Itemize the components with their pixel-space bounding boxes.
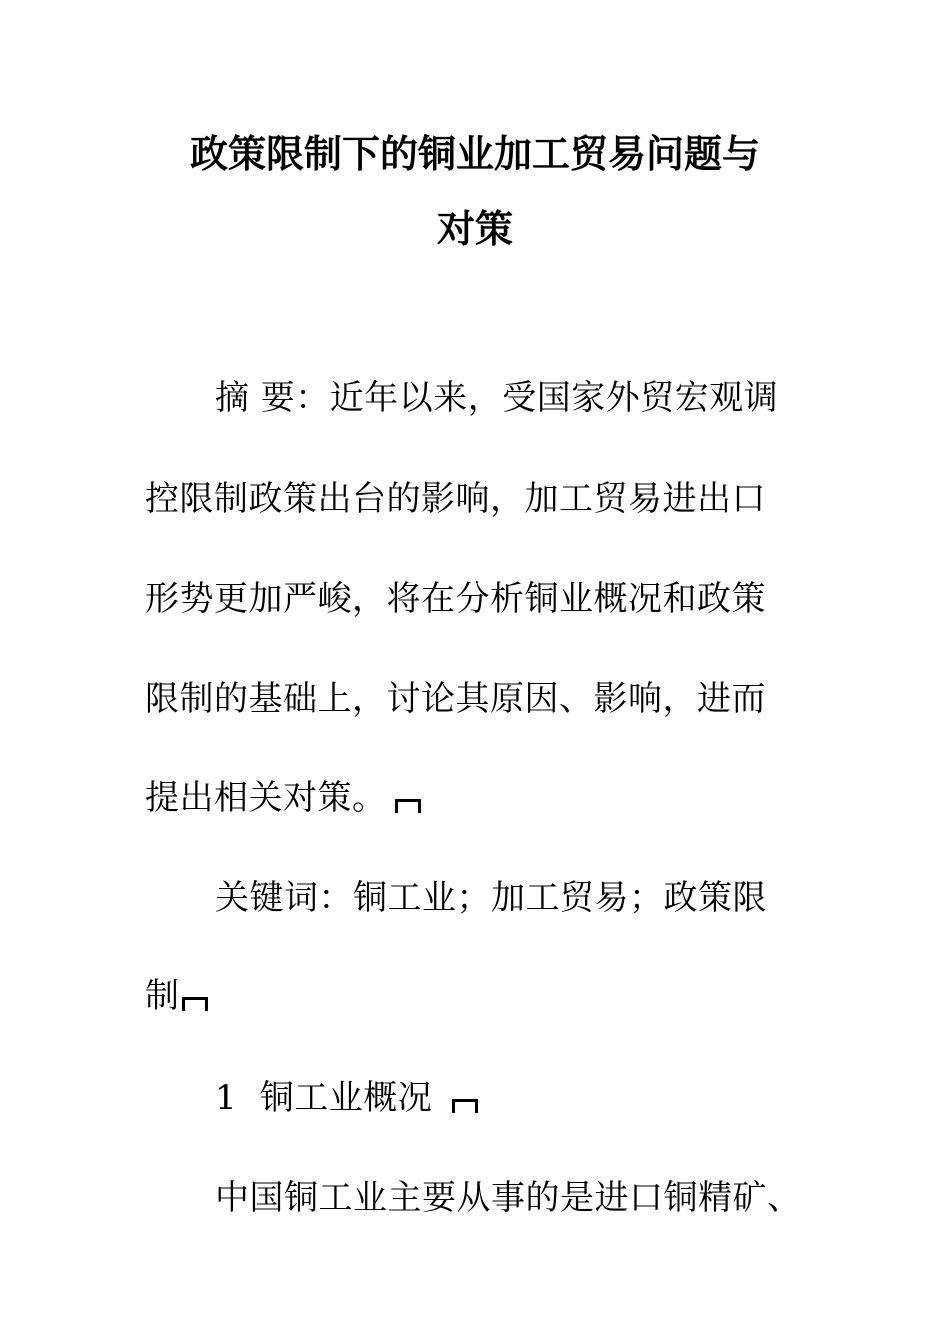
section-heading-text: 1 铜工业概况 xyxy=(215,1078,433,1118)
abstract-line-4: 限制的基础上，讨论其原因、影响，进而 xyxy=(145,679,766,719)
keywords-line-1: 关键词：铜工业；加工贸易；政策限 xyxy=(215,878,767,918)
body-line-1: 中国铜工业主要从事的是进口铜精矿、 xyxy=(215,1178,802,1218)
paragraph-mark-icon xyxy=(182,995,208,1009)
keywords-line-2 xyxy=(145,974,208,1018)
abstract-line-5 xyxy=(145,776,421,820)
document-title-line-2: 对策 xyxy=(436,207,513,251)
abstract-line-2: 控限制政策出台的影响，加工贸易进出口 xyxy=(145,479,766,519)
document-title-line-1: 政策限制下的铜业加工贸易问题与 xyxy=(189,132,760,176)
abstract-line-3: 形势更加严峻，将在分析铜业概况和政策 xyxy=(145,579,766,619)
paragraph-mark-icon xyxy=(452,1097,478,1111)
paragraph-mark-icon xyxy=(395,797,421,811)
abstract-line-5-text: 提出相关对策。 xyxy=(145,778,387,818)
abstract-line-1: 摘 要：近年以来，受国家外贸宏观调 xyxy=(215,378,779,418)
section-heading xyxy=(215,1076,478,1120)
keywords-line-2-text: 制 xyxy=(145,976,180,1016)
